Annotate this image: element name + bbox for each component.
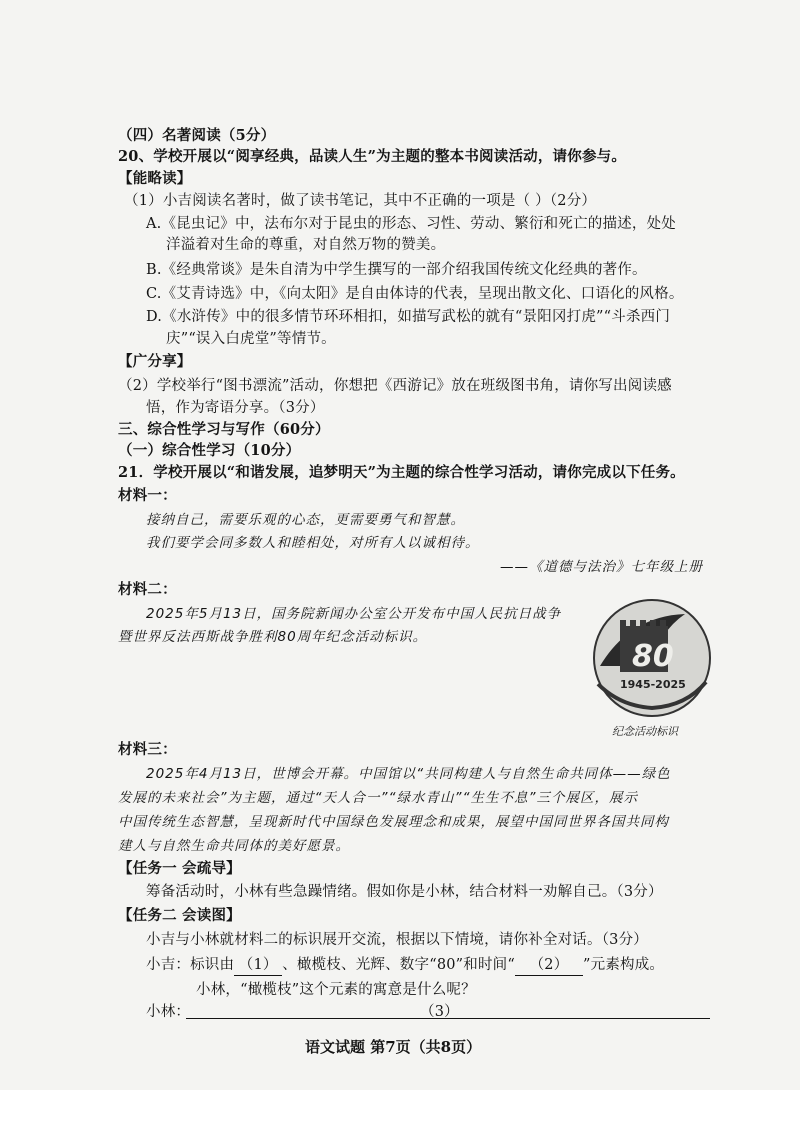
material2-line1: 2025年5月13日，国务院新闻办公室公开发布中国人民抗日战争 bbox=[146, 606, 562, 622]
svg-text:80: 80 bbox=[632, 639, 674, 674]
section4-heading: （四）名著阅读（5分） bbox=[118, 127, 276, 144]
blank-3[interactable]: （3） bbox=[420, 1004, 459, 1020]
answer-line-3[interactable] bbox=[186, 1018, 710, 1019]
scan-margin bbox=[0, 1090, 800, 1130]
q1-stem: （1）小吉阅读名著时，做了读书笔记，其中不正确的一项是（ ）（2分） bbox=[124, 193, 597, 209]
material2-label: 材料二： bbox=[118, 581, 177, 598]
material3-line3: 中国传统生态智慧，呈现新时代中国绿色发展理念和成果，展望中国同世界各国共同构 bbox=[118, 814, 669, 830]
section3-subheading: （一）综合性学习（10分） bbox=[118, 442, 301, 459]
q2-line1: （2）学校举行“图书漂流”活动，你想把《西游记》放在班级图书角，请你写出阅读感 bbox=[118, 378, 672, 394]
part2-tag: 【广分享】 bbox=[118, 353, 192, 370]
dialog-line3-label: 小林： bbox=[146, 1004, 191, 1020]
blank-1[interactable]: （1） bbox=[234, 955, 282, 976]
material3-label: 材料三： bbox=[118, 741, 177, 758]
logo-years: 1945-2025 bbox=[620, 678, 686, 691]
material3-line4: 建人与自然生命共同体的美好愿景。 bbox=[118, 838, 350, 854]
dialog-line1 bbox=[146, 955, 664, 976]
material1-label: 材料一： bbox=[118, 487, 177, 504]
part1-tag: 【能略读】 bbox=[118, 170, 192, 187]
task1-tag: 【任务一 会疏导】 bbox=[118, 860, 241, 877]
dialog-line2: 小林，“橄榄枝”这个元素的寓意是什么呢？ bbox=[196, 982, 476, 998]
material1-line1: 接纳自己，需要乐观的心态，更需要勇气和智慧。 bbox=[146, 512, 465, 528]
logo-caption: 纪念活动标识 bbox=[612, 725, 678, 738]
material3-line1: 2025年4月13日，世博会开幕。中国馆以“共同构建人与自然生命共同体——绿色 bbox=[146, 766, 671, 782]
option-d-line1: D.《水浒传》中的很多情节环环相扣，如描写武松的就有“景阳冈打虎”“斗杀西门 bbox=[146, 309, 671, 325]
option-b: B.《经典常谈》是朱自清为中学生撰写的一部介绍我国传统文化经典的著作。 bbox=[146, 262, 647, 278]
task2-text: 小吉与小林就材料二的标识展开交流，根据以下情境，请你补全对话。（3分） bbox=[146, 932, 648, 948]
option-a-line1: A.《昆虫记》中，法布尔对于昆虫的形态、习性、劳动、繁衍和死亡的描述，处处 bbox=[146, 216, 676, 232]
section3-heading: 三、综合性学习与写作（60分） bbox=[118, 421, 330, 438]
commemoration-logo bbox=[590, 596, 715, 721]
dialog1-suffix: ”元素构成。 bbox=[583, 957, 665, 973]
option-c: C.《艾青诗选》中，《向太阳》是自由体诗的代表，呈现出散文化、口语化的风格。 bbox=[146, 286, 684, 302]
option-a-line2: 洋溢着对生命的尊重，对自然万物的赞美。 bbox=[166, 237, 446, 253]
task1-text: 筹备活动时，小林有些急躁情绪。假如你是小林，结合材料一劝解自己。（3分） bbox=[146, 884, 663, 900]
q20-intro: 20、学校开展以“阅享经典，品读人生”为主题的整本书阅读活动，请你参与。 bbox=[118, 148, 627, 165]
material1-source: ——《道德与法治》七年级上册 bbox=[500, 559, 703, 575]
page-footer: 语文试题 第7页（共8页） bbox=[305, 1038, 482, 1056]
q2-line2: 悟，作为寄语分享。（3分） bbox=[146, 400, 325, 416]
option-d-line2: 庆”“误入白虎堂”等情节。 bbox=[166, 331, 336, 347]
material3-line2: 发展的未来社会”为主题，通过“天人合一”“绿水青山”“生生不息”三个展区，展示 bbox=[118, 790, 638, 806]
q21-intro: 21．学校开展以“和谐发展，追梦明天”为主题的综合性学习活动，请你完成以下任务。 bbox=[118, 464, 685, 481]
dialog1-prefix: 小吉：标识由 bbox=[146, 957, 235, 973]
task2-tag: 【任务二 会读图】 bbox=[118, 907, 241, 924]
blank-2[interactable]: （2） bbox=[515, 955, 583, 976]
material1-line2: 我们要学会同多数人和睦相处，对所有人以诚相待。 bbox=[146, 535, 480, 551]
material2-line2: 暨世界反法西斯战争胜利80周年纪念活动标识。 bbox=[118, 629, 428, 645]
dialog1-middle: 、橄榄枝、光辉、数字“80”和时间“ bbox=[282, 957, 515, 973]
